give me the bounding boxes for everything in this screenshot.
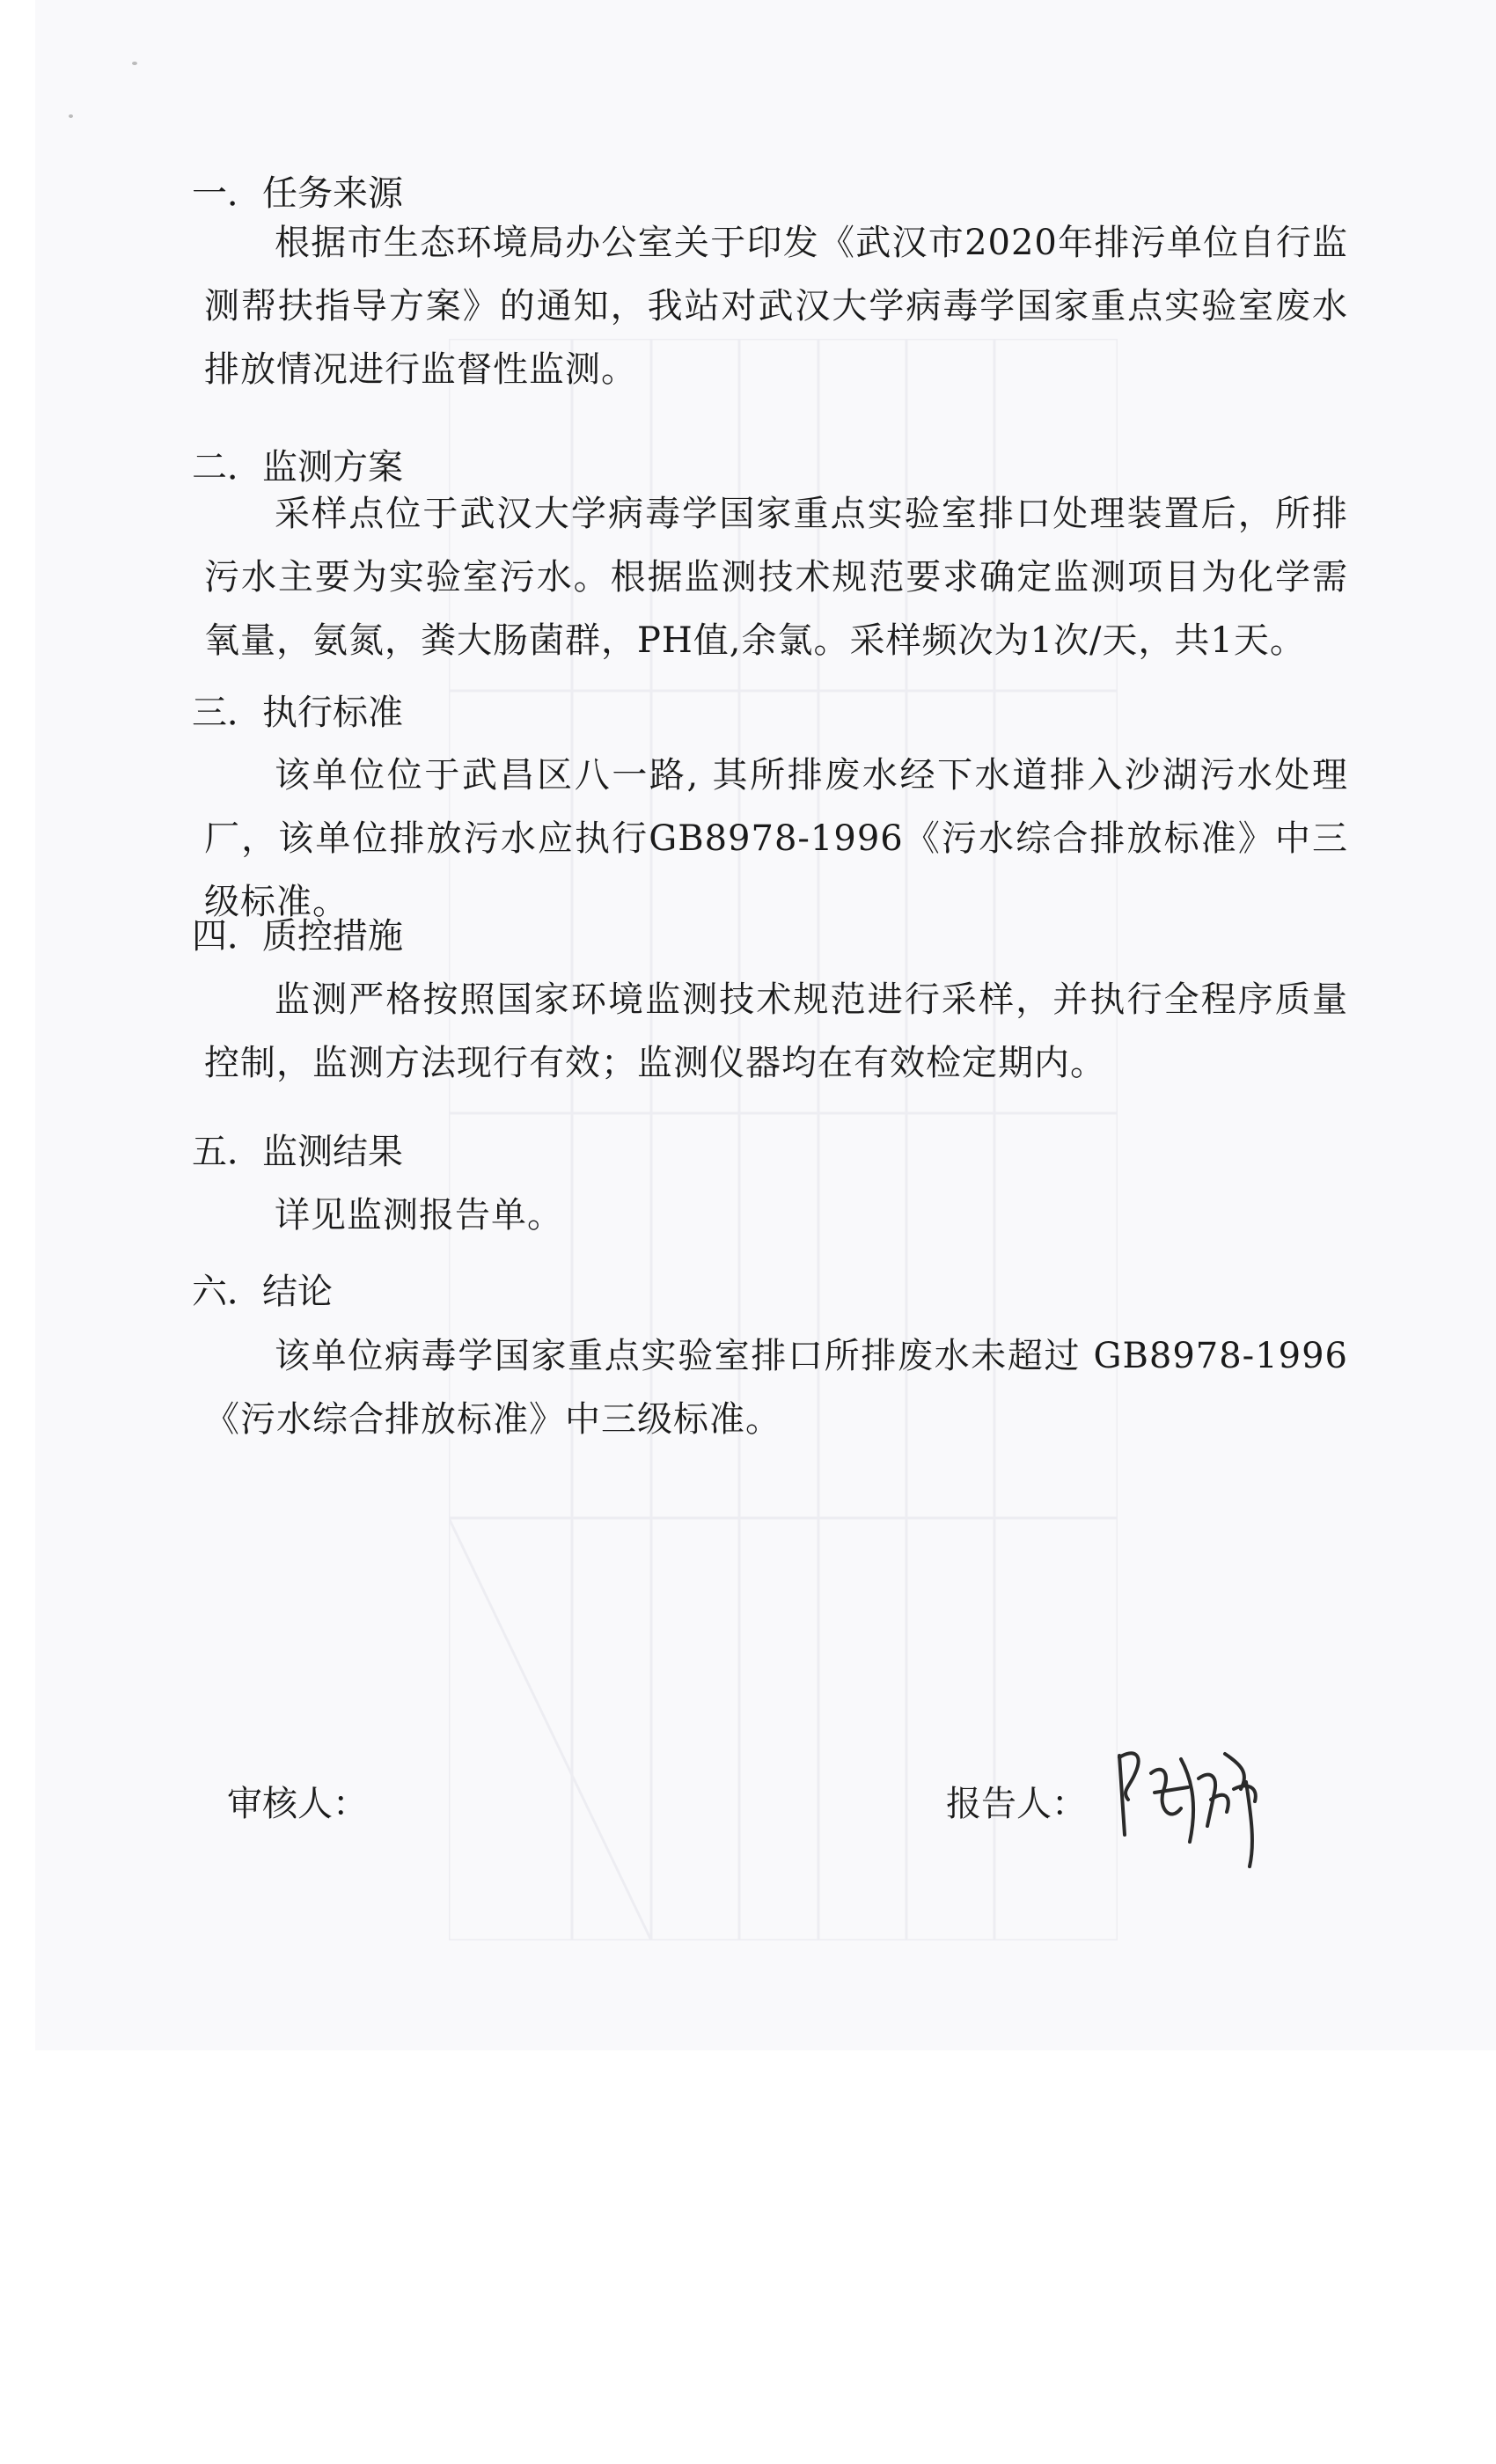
section-2-body: 采样点位于武汉大学病毒学国家重点实验室排口处理装置后，所排污水主要为实验室污水。根据监测技术规范要求确定监测项目为化学需氧量，氨氮，粪大肠菌群，PH值,余氯。采样频次为1次/天，共1天。: [204, 494, 1348, 661]
section-2-heading: 二．监测方案: [192, 447, 403, 488]
section-6-body: 该单位病毒学国家重点实验室排口所排废水未超过 GB8978-1996《污水综合排放标准》中三级标准。: [204, 1336, 1348, 1440]
section-6-heading: 六．结论: [192, 1272, 333, 1312]
section-3-heading: 三．执行标准: [192, 693, 403, 733]
section-5-heading: 五．监测结果: [192, 1132, 403, 1172]
handwritten-signature: [1109, 1738, 1276, 1870]
section-1-body: 根据市生态环境局办公室关于印发《武汉市2020年排污单位自行监测帮扶指导方案》的通知，我站对武汉大学病毒学国家重点实验室废水排放情况进行监督性监测。: [204, 223, 1348, 390]
section-1-heading: 一．任务来源: [192, 173, 403, 214]
section-5-body: 详见监测报告单。: [275, 1195, 563, 1236]
scan-speck: [132, 62, 137, 65]
section-3-body: 该单位位于武昌区八一路, 其所排废水经下水道排入沙湖污水处理厂，该单位排放污水应执行GB8978-1996《污水综合排放标准》中三级标准。: [204, 755, 1348, 922]
reporter-label: 报告人：: [946, 1784, 1087, 1824]
scan-speck: [69, 114, 73, 118]
reviewer-label: 审核人：: [227, 1784, 368, 1824]
section-4-body: 监测严格按照国家环境监测技术规范进行采样，并执行全程序质量控制，监测方法现行有效；监测仪器均在有效检定期内。: [204, 979, 1348, 1083]
section-4-heading: 四．质控措施: [192, 916, 403, 957]
